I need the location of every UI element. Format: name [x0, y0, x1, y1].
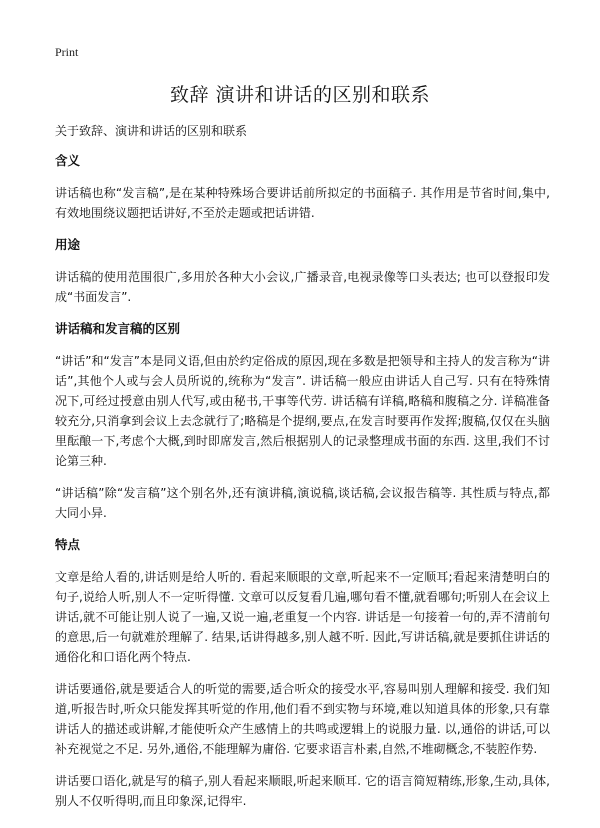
- paragraph: “讲话”和“发言”本是同义语,但由於约定俗成的原因,现在多数是把领导和主持人的发言称为“讲话”,其他个人或与会人员所说的,统称为“发言”. 讲话稿一般应由讲话人自己写. 只有在特殊情况下,可经过授意由别人代写,或由秘书,干事等代劳. 讲话稿有详稿,略稿和腹稿之分. 详稿准备较充分,只消拿到会议上去念就行了;略稿是个提纲,要点,在发言时要再作发挥;腹稿,仅仅在头脑里酝酿一下,考虑个大概,到时即席发言,然后根据别人的记录整理成书面的东西. 这里,我们不讨论第三种.: [55, 354, 550, 468]
- section-heading-usage: 用途: [55, 237, 81, 252]
- section-heading-characteristics: 特点: [55, 537, 81, 552]
- paragraph: 文章是给人看的,讲话则是给人听的. 看起来顺眼的文章,听起来不一定顺耳;看起来清楚明白的句子,说给人听,别人不一定听得懂. 文章可以反复看几遍,哪句看不懂,就看哪句;听别人在会议上讲话,就不可能让别人说了一遍,又说一遍,老重复一个内容. 讲话是一句接着一句的,弄不清前句的意思,后一句就难於理解了. 结果,话讲得越多,别人越不听. 因此,写讲话稿,就是要抓住讲话的通俗化和口语化两个特点.: [55, 570, 550, 664]
- section-heading-meaning: 含义: [55, 153, 81, 168]
- subtitle: 关于致辞、演讲和讲话的区别和联系: [55, 124, 248, 138]
- section-difference: [55, 319, 550, 523]
- section-usage: [55, 235, 550, 307]
- paragraph: “讲话稿”除“发言稿”这个别名外,还有演讲稿,演说稿,谈话稿,会议报告稿等. 其性质与特点,都大同小异.: [55, 486, 550, 520]
- section-meaning: [55, 151, 550, 223]
- paragraph: 讲话稿的使用范围很广,多用於各种大小会议,广播录音,电视录像等口头表达; 也可以登报印发成“书面发言”.: [55, 270, 550, 304]
- paragraph: 讲话稿也称“发言稿”,是在某种特殊场合要讲话前所拟定的书面稿子. 其作用是节省时间,集中,有效地围绕议题把话讲好,不至於走题或把话讲错.: [55, 186, 550, 220]
- print-link[interactable]: Print: [55, 45, 79, 59]
- article-body: [55, 121, 550, 823]
- document-title: 致辞 演讲和讲话的区别和联系: [169, 84, 431, 106]
- paragraph: 讲话要口语化,就是写的稿子,别人看起来顺眼,听起来顺耳. 它的语言简短精练,形象,生动,具体,别人不仅听得明,而且印象深,记得牢.: [55, 774, 550, 808]
- section-characteristics: [55, 535, 550, 811]
- paragraph: 讲话要通俗,就是要适合人的听觉的需要,适合听众的接受水平,容易叫别人理解和接受. 我们知道,听报告时,听众只能发挥其听觉的作用,他们看不到实物与环境,难以知道具体的形象,只有靠讲话人的描述或讲解,才能使听众产生感情上的共鸣或逻辑上的说服力量. 以,通俗的讲话,可以补充视觉之不足. 另外,通俗,不能理解为庸俗. 它要求语言朴素,自然,不堆砌概念,不装腔作势.: [55, 682, 550, 756]
- section-heading-difference: 讲话稿和发言稿的区别: [55, 321, 181, 336]
